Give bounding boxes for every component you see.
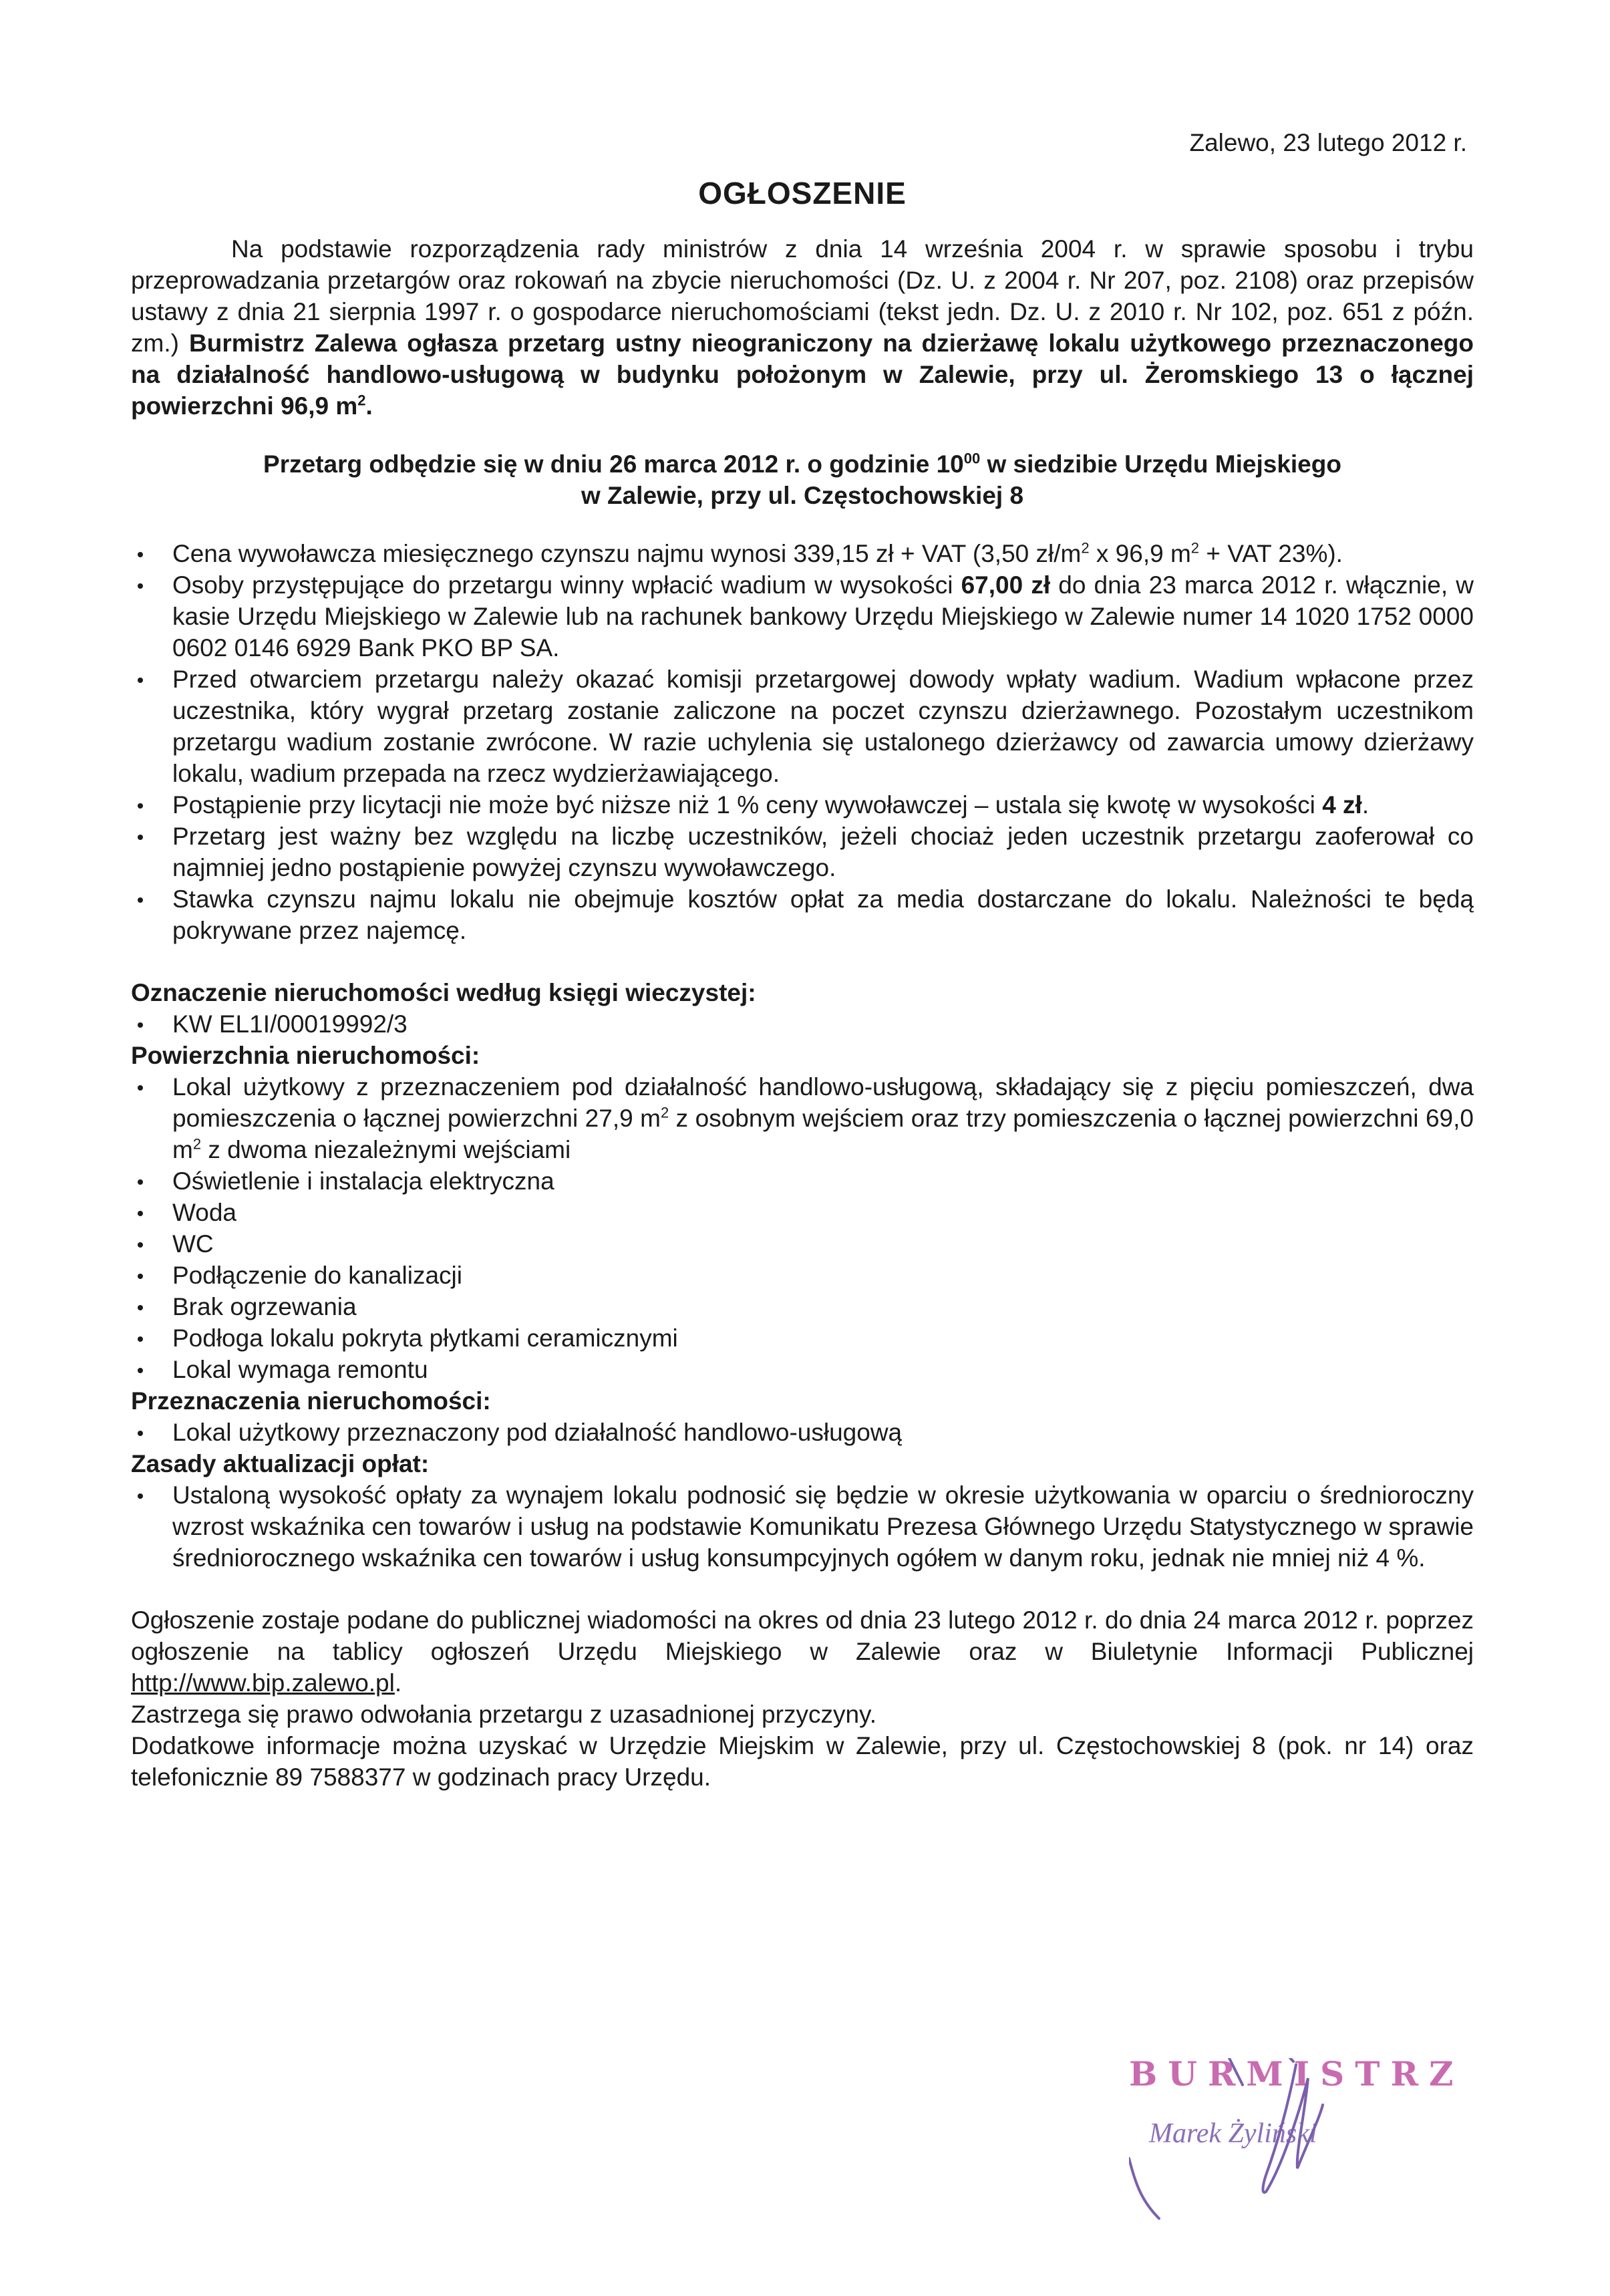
deposit-amount: 67,00 zł — [961, 571, 1051, 599]
conditions-list — [131, 538, 1474, 946]
area-sup-1: 2 — [660, 1104, 669, 1121]
schedule-time-superscript: 00 — [963, 450, 981, 467]
land-register-title: Oznaczenie nieruchomości według księgi wieczystej: — [131, 979, 756, 1006]
spacer — [131, 1574, 1474, 1604]
stamp-name: Marek Żyliński — [1149, 2118, 1317, 2149]
list-item: Brak ogrzewania — [131, 1291, 1474, 1322]
list-item: Podłączenie do kanalizacji — [131, 1260, 1474, 1291]
list-item: Podłoga lokalu pokryta płytkami ceramicznymi — [131, 1322, 1474, 1354]
price-text-c: + VAT 23%). — [1199, 540, 1343, 567]
area-description — [131, 1071, 1474, 1165]
schedule-date-text: Przetarg odbędzie się w dniu 26 marca 2012 r. o godzinie 10 — [263, 450, 964, 478]
deposit-text-a: Osoby przystępujące do przetargu winny wpłacić wadium w wysokości — [172, 571, 961, 599]
price-sup-2: 2 — [1190, 539, 1200, 557]
publication-text: Ogłoszenie zostaje podane do publicznej wiadomości na okres od dnia 23 lutego 2012 r. do dnia 24 marca 2012 r. poprzez ogłoszenie na tablicy ogłoszeń Urzędu Miejskiego w Zalewie oraz w Biuletynie Informacji Publicznej — [131, 1606, 1474, 1665]
list-item: Lokal wymaga remontu — [131, 1354, 1474, 1385]
intro-text: Na podstawie rozporządzenia rady ministrów z dnia 14 września 2004 r. w sprawie sposobu i trybu przeprowadzania przetargów oraz rokowań na zbycie nieruchomości (Dz. U. z 2004 r. Nr 207, poz. 2108) oraz przepisów ustawy z dnia 21 sierpnia 1997 r. o gospodarce nieruchomościami (tekst jedn. Dz. U. z 2010 r. Nr 102, poz. 651 z późn. zm.) — [131, 235, 1474, 357]
purpose-title: Przeznaczenia nieruchomości: — [131, 1387, 491, 1415]
list-item: Lokal użytkowy przeznaczony pod działalność handlowo-usługową — [131, 1417, 1474, 1448]
intro-paragraph — [131, 233, 1474, 422]
spacer — [131, 946, 1474, 977]
intro-bold-end: . — [365, 392, 373, 420]
condition-media: Stawka czynszu najmu lokalu nie obejmuje kosztów opłat za media dostarczane do lokalu. Należności te będą pokrywane przez najemcę. — [131, 883, 1474, 946]
list-item: Oświetlenie i instalacja elektryczna — [131, 1165, 1474, 1197]
list-item: WC — [131, 1228, 1474, 1260]
contact-paragraph: Dodatkowe informacje można uzyskać w Urzędzie Miejskim w Zalewie, przy ul. Częstochowskiej 8 (pok. nr 14) oraz telefonicznie 89 7588377 w godzinach pracy Urzędu. — [131, 1732, 1474, 1791]
schedule-line-1 — [131, 448, 1474, 480]
signature-icon — [1129, 2058, 1430, 2225]
stamp-title: BURMISTRZ — [1129, 2054, 1464, 2094]
land-register-list — [131, 1008, 1474, 1040]
publication-paragraph — [131, 1604, 1474, 1699]
reservation-paragraph: Zastrzega się prawo odwołania przetargu z uzasadnionej przyczyny. — [131, 1701, 877, 1728]
price-sup-1: 2 — [1081, 539, 1090, 557]
bid-text-b: . — [1361, 791, 1370, 819]
condition-deposit — [131, 569, 1474, 664]
price-text-b: x 96,9 m — [1089, 540, 1191, 567]
condition-valid: Przetarg jest ważny bez względu na liczbę uczestników, jeżeli chociaż jeden uczestnik przetargu zaoferował co najmniej jedno postąpienie powyżej czynszu wywoławczego. — [131, 821, 1474, 883]
area-text-b: z osobnym wejściem oraz trzy pomieszczenia o łącznej powierzchni 69,0 m — [172, 1105, 1474, 1163]
mayor-stamp — [1129, 2054, 1464, 2225]
list-item: Woda — [131, 1197, 1474, 1228]
area-list — [131, 1071, 1474, 1385]
condition-price — [131, 538, 1474, 569]
intro-bold-text: Burmistrz Zalewa ogłasza przetarg ustny nieograniczony na dzierżawę lokalu użytkowego przeznaczonego na działalność handlowo-usługową w budynku położonym w Zalewie, przy ul. Żeromskiego 13 o łącznej powierzchni 96,9 m — [131, 329, 1474, 420]
area-title: Powierzchnia nieruchomości: — [131, 1042, 480, 1069]
list-item: Ustaloną wysokość opłaty za wynajem lokalu podnosić się będzie w okresie użytkowania w oparciu o średnioroczny wzrost wskaźnika cen towarów i usług na podstawie Komunikatu Prezesa Głównego Urzędu Statystycznego w sprawie średniorocznego wskaźnika cen towarów i usług konsumpcyjnych ogółem w danym roku, jednak nie mniej niż 4 %. — [131, 1479, 1474, 1574]
purpose-list — [131, 1417, 1474, 1448]
condition-bid — [131, 789, 1474, 821]
deposit-text-b: do dnia 23 marca 2012 r. włącznie, w kasie Urzędu Miejskiego w Zalewie lub na rachunek bankowy Urzędu Miejskiego w Zalewie numer 14 1020 1752 0000 0602 0146 6929 Bank PKO BP SA. — [172, 571, 1474, 662]
schedule-line-2: w Zalewie, przy ul. Częstochowskiej 8 — [581, 482, 1024, 509]
announcement-page — [131, 127, 1474, 1793]
fees-title: Zasady aktualizacji opłat: — [131, 1450, 430, 1477]
publication-end: . — [394, 1669, 402, 1697]
price-text-a: Cena wywoławcza miesięcznego czynszu najmu wynosi 339,15 zł + VAT (3,50 zł/m — [172, 540, 1082, 567]
auction-schedule — [131, 448, 1474, 511]
intro-superscript: 2 — [357, 392, 366, 409]
bid-text-a: Postąpienie przy licytacji nie może być niższe niż 1 % ceny wywoławczej – ustala się kwotę w wysokości — [172, 791, 1323, 819]
condition-proof: Przed otwarciem przetargu należy okazać komisji przetargowej dowody wpłaty wadium. Wadium wpłacone przez uczestnika, który wygrał przetarg zostanie zaliczone na poczet czynszu dzierżawnego. Pozostałym uczestnikom przetargu wadium zostanie zwrócone. W razie uchylenia się ustalonego dzierżawcy od zawarcia umowy dzierżawy lokalu, wadium przepada na rzecz wydzierżawiającego. — [131, 664, 1474, 789]
area-text-a: Lokal użytkowy z przeznaczeniem pod działalność handlowo-usługową, składający się z pięciu pomieszczeń, dwa pomieszczenia o łącznej powierzchni 27,9 m — [172, 1073, 1474, 1132]
area-sup-2: 2 — [192, 1135, 202, 1153]
list-item: KW EL1I/00019992/3 — [131, 1008, 1474, 1040]
schedule-place-text: w siedzibie Urzędu Miejskiego — [980, 450, 1341, 478]
area-text-c: z dwoma niezależnymi wejściami — [201, 1136, 571, 1163]
fees-list — [131, 1479, 1474, 1574]
document-title: OGŁOSZENIE — [698, 176, 907, 210]
dateline: Zalewo, 23 lutego 2012 r. — [1189, 129, 1467, 156]
bid-amount: 4 zł — [1322, 791, 1362, 819]
bip-link[interactable]: http://www.bip.zalewo.pl — [131, 1669, 395, 1697]
